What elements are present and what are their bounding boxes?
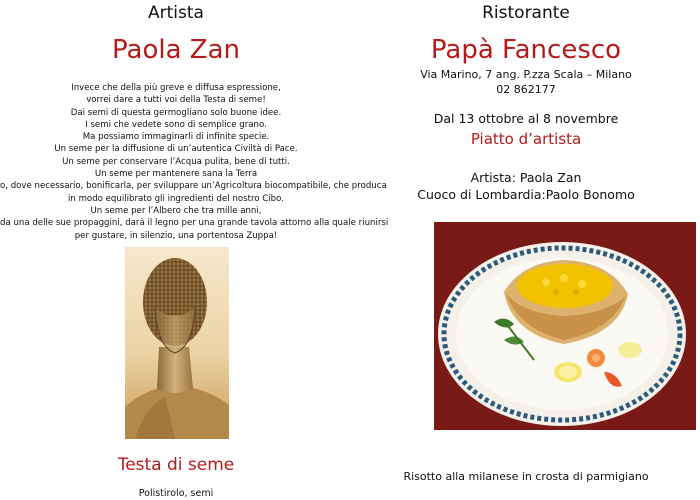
poem-line: Invece che della più greve e diffusa espressione, (71, 83, 281, 93)
photo-caption: Risotto alla milanese in crosta di parmigiano (403, 470, 649, 483)
restaurant-address: Via Marino, 7 ang. P.zza Scala – Milano (420, 68, 632, 81)
restaurant-phone: 02 862177 (496, 83, 556, 96)
poem-line: o, dove necessario, bonificarla, per sviluppare un’Agricoltura biocompatibile, che produca (0, 181, 387, 192)
chef-credit: Cuoco di Lombardia:Paolo Bonomo (417, 187, 635, 202)
artist-credit: Artista: Paola Zan (470, 170, 582, 185)
artwork-material: Polistirolo, semi (138, 488, 214, 499)
poem-line: per gustare, in silenzio, una portentosa Zuppa! (74, 230, 278, 241)
artist-name: Paola Zan (112, 35, 240, 65)
poem-line: da una delle sue propaggini, darà il legno per una grande tavola attorno alla quale riunirsi (0, 218, 389, 229)
artist-section-heading: Artista (148, 3, 204, 23)
event-dates: Dal 13 ottobre al 8 novembre (433, 111, 619, 126)
poem-line: Un seme per la diffusione di un’autentica Civiltà di Pace. (54, 144, 298, 155)
artwork-title: Testa di seme (117, 455, 235, 475)
restaurant-section-heading: Ristorante (482, 3, 570, 23)
poem-line: I semi che vedete sono di semplice grano. (85, 119, 267, 130)
restaurant-name: Papà Fancesco (430, 35, 622, 65)
poem-line: in modo equilibrato gli ingredienti del nostro Cibo. (68, 193, 284, 204)
poem-line: Ma possiamo immaginarli di infinite specie. (82, 132, 270, 143)
artist-statement (0, 82, 389, 242)
poem-line: vorrei dare a tutti voi della Testa di seme! (86, 95, 266, 106)
dish-photo (434, 222, 696, 430)
sculpture-photo (125, 247, 229, 439)
poem-line: Dai semi di questa germogliano solo buone idee. (70, 107, 282, 118)
poem-line: Un seme per conservare l’Acqua pulita, bene di tutti. (62, 156, 290, 167)
poem-line: Un seme per l’Albero che tra mille anni, (90, 205, 262, 216)
event-title: Piatto d’artista (470, 130, 582, 148)
poem-line: Un seme per mantenere sana la Terra (94, 169, 258, 180)
